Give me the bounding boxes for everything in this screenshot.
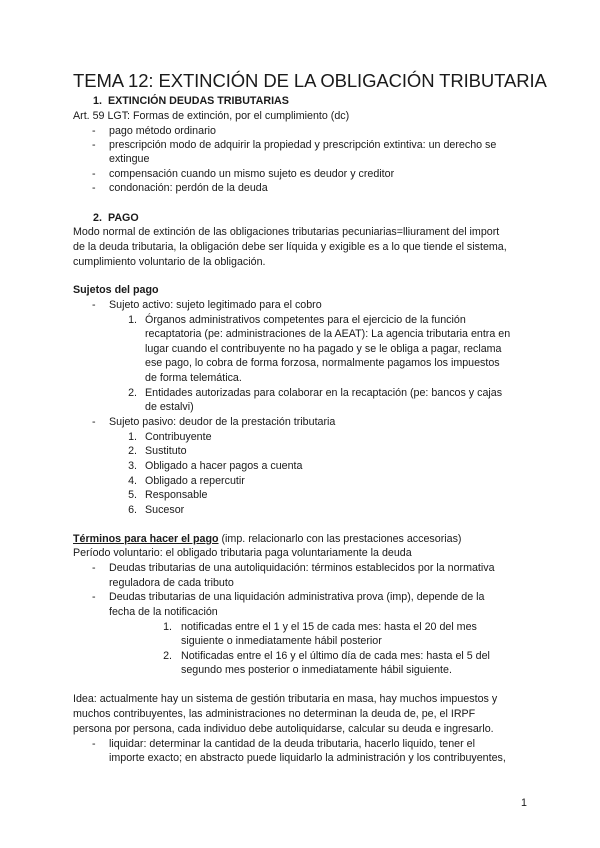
paragraph-line: cumplimiento voluntario de la obligación.	[73, 256, 266, 268]
sujeto-activo: Sujeto activo: sujeto legitimado para el cobro	[109, 299, 322, 311]
section-1-intro: Art. 59 LGT: Formas de extinción, por el cumplimiento (dc)	[73, 110, 350, 122]
bullet-dash: -	[92, 738, 96, 750]
list-item: Deudas tributarias de una liquidación administrativa prova (imp), depende de la	[109, 591, 485, 603]
sujeto-pasivo: Sujeto pasivo: deudor de la prestación tributaria	[109, 416, 336, 428]
bullet-dash: -	[92, 562, 96, 574]
list-item-continuation: recaptatoria (pe: administraciones de la AEAT): La agencia tributaria entra en	[145, 328, 511, 340]
list-item: Obligado a hacer pagos a cuenta	[145, 460, 303, 472]
bullet-dash: -	[92, 416, 96, 428]
bullet-dash: -	[92, 139, 96, 151]
page-title: TEMA 12: EXTINCIÓN DE LA OBLIGACIÓN TRIBUTARIA	[73, 70, 547, 91]
list-number: 6.	[128, 504, 137, 516]
terminos-heading-note: (imp. relacionarlo con las prestaciones accesorias)	[218, 533, 462, 545]
list-number: 2.	[128, 445, 137, 457]
list-item-continuation: de estalvi)	[145, 401, 194, 413]
list-item: pago método ordinario	[109, 125, 216, 137]
list-item: prescripción modo de adquirir la propiedad y prescripción extintiva: un derecho se	[109, 139, 497, 151]
list-item-continuation: reguladora de cada tributo	[109, 577, 234, 589]
list-item: Responsable	[145, 489, 208, 501]
list-item: Sucesor	[145, 504, 185, 516]
list-item: notificadas entre el 1 y el 15 de cada mes: hasta el 20 del mes	[181, 621, 477, 633]
list-item: liquidar: determinar la cantidad de la deuda tributaria, hacerlo liquido, tener el	[109, 738, 475, 750]
list-item: Deudas tributarias de una autoliquidación: términos establecidos por la normativa	[109, 562, 495, 574]
list-number: 2.	[128, 387, 137, 399]
section-1-heading: EXTINCIÓN DEUDAS TRIBUTARIAS	[108, 95, 289, 107]
list-number: 3.	[128, 460, 137, 472]
list-number: 4.	[128, 475, 137, 487]
list-item: Contribuyente	[145, 431, 212, 443]
bullet-dash: -	[92, 299, 96, 311]
paragraph-line: Idea: actualmente hay un sistema de gestión tributaria en masa, hay muchos impuestos y	[73, 693, 498, 705]
paragraph-line: de la deuda tributaria, la obligación debe ser líquida y exigible es a lo que tiende el sistema,	[73, 241, 507, 253]
list-item-continuation: lugar cuando el contribuyente no ha pagado y se le obliga a pagar, reclama	[145, 343, 502, 355]
list-number: 1.	[128, 314, 137, 326]
section-2-number: 2.	[93, 212, 102, 224]
list-item: compensación cuando un mismo sujeto es deudor y creditor	[109, 168, 395, 180]
paragraph-line: persona por persona, cada individuo debe autoliquidarse, calcular su deuda e ingresarlo.	[73, 723, 494, 735]
list-item-continuation: importe exacto; en abstracto puede liquidarlo la administración y los contribuyentes,	[109, 752, 506, 764]
section-2-heading: PAGO	[108, 212, 139, 224]
periodo-voluntario: Período voluntario: el obligado tributaria paga voluntariamente la deuda	[73, 547, 412, 559]
list-item: condonación: perdón de la deuda	[109, 182, 268, 194]
paragraph-line: Modo normal de extinción de las obligaciones tributarias pecuniarias=lliurament del import	[73, 226, 500, 238]
section-1-number: 1.	[93, 95, 102, 107]
list-item-continuation: extingue	[109, 153, 150, 165]
list-number: 1.	[163, 621, 172, 633]
bullet-dash: -	[92, 125, 96, 137]
list-item-continuation: segundo mes posterior o inmediatamente hábil siguiente.	[181, 664, 452, 676]
page-number: 1	[521, 797, 527, 809]
list-item-continuation: siguiente o inmediatamente hábil posterior	[181, 635, 382, 647]
list-item: Notificadas entre el 16 y el último día de cada mes: hasta el 5 del	[181, 650, 490, 662]
list-item: Obligado a repercutir	[145, 475, 245, 487]
paragraph-line: muchos contribuyentes, las administraciones no determinan la deuda de, pe, el IRPF	[73, 708, 476, 720]
list-number: 2.	[163, 650, 172, 662]
list-number: 5.	[128, 489, 137, 501]
list-item: Sustituto	[145, 445, 187, 457]
list-item-continuation: ese pago, lo cobra de forma forzosa, normalmente pagamos los impuestos	[145, 357, 500, 369]
list-item-continuation: de forma telemática.	[145, 372, 242, 384]
list-item-continuation: fecha de la notificación	[109, 606, 218, 618]
list-item: Órganos administrativos competentes para el ejercicio de la función	[145, 314, 466, 326]
bullet-dash: -	[92, 591, 96, 603]
bullet-dash: -	[92, 182, 96, 194]
list-item: Entidades autorizadas para colaborar en la recaptación (pe: bancos y cajas	[145, 387, 503, 399]
bullet-dash: -	[92, 168, 96, 180]
list-number: 1.	[128, 431, 137, 443]
terminos-heading: Términos para hacer el pago	[73, 533, 219, 545]
terminos-heading-line	[73, 532, 461, 546]
sujetos-heading: Sujetos del pago	[73, 284, 159, 296]
